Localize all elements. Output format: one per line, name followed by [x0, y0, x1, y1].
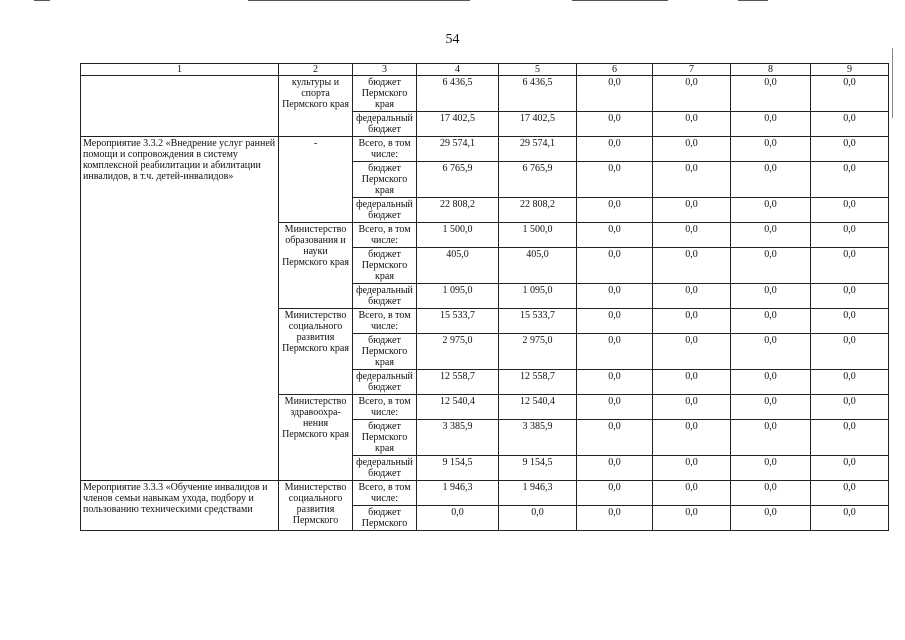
column-header: 9 — [811, 64, 889, 76]
table-row — [81, 137, 889, 162]
table-row — [81, 76, 889, 112]
value-cell: 12 540,4 — [499, 395, 577, 420]
value-cell: 0,0 — [577, 284, 653, 309]
measure-cell: Мероприятие 3.3.2 «Внедрение услуг ранней помощи и сопровождения в систему комплексной реабилитации и абилитации инвалидов, в т.ч. детей-инвалидов» — [81, 137, 279, 481]
scan-edge-line — [248, 0, 470, 1]
funding-source-cell: бюджет Пермского края — [353, 76, 417, 112]
value-cell: 0,0 — [811, 112, 889, 137]
value-cell: 22 808,2 — [417, 198, 499, 223]
value-cell: 0,0 — [811, 334, 889, 370]
executor-cell: - — [279, 137, 353, 223]
value-cell: 1 946,3 — [417, 481, 499, 506]
value-cell: 0,0 — [577, 309, 653, 334]
header-row — [81, 64, 889, 76]
value-cell: 0,0 — [731, 506, 811, 531]
value-cell: 0,0 — [577, 481, 653, 506]
value-cell: 0,0 — [731, 481, 811, 506]
value-cell: 12 558,7 — [417, 370, 499, 395]
value-cell: 0,0 — [811, 456, 889, 481]
funding-source-cell: федеральный бюджет — [353, 284, 417, 309]
value-cell: 0,0 — [653, 137, 731, 162]
value-cell: 0,0 — [577, 334, 653, 370]
value-cell: 0,0 — [731, 198, 811, 223]
value-cell: 2 975,0 — [499, 334, 577, 370]
funding-source-cell: Всего, в том числе: — [353, 481, 417, 506]
value-cell: 0,0 — [811, 481, 889, 506]
table-row — [81, 481, 889, 506]
value-cell: 1 946,3 — [499, 481, 577, 506]
column-header: 3 — [353, 64, 417, 76]
value-cell: 0,0 — [731, 395, 811, 420]
column-header: 1 — [81, 64, 279, 76]
value-cell: 3 385,9 — [417, 420, 499, 456]
funding-source-cell: бюджет Пермского — [353, 506, 417, 531]
funding-source-cell: бюджет Пермского края — [353, 162, 417, 198]
value-cell: 0,0 — [811, 162, 889, 198]
value-cell: 29 574,1 — [499, 137, 577, 162]
value-cell: 1 095,0 — [499, 284, 577, 309]
funding-source-cell: федеральный бюджет — [353, 112, 417, 137]
value-cell: 0,0 — [731, 370, 811, 395]
value-cell: 0,0 — [811, 309, 889, 334]
measure-cell — [81, 76, 279, 137]
page-number: 54 — [445, 32, 460, 47]
value-cell: 0,0 — [653, 370, 731, 395]
column-header: 8 — [731, 64, 811, 76]
value-cell: 15 533,7 — [499, 309, 577, 334]
value-cell: 17 402,5 — [417, 112, 499, 137]
value-cell: 405,0 — [499, 248, 577, 284]
value-cell: 1 500,0 — [417, 223, 499, 248]
value-cell: 0,0 — [731, 456, 811, 481]
value-cell: 0,0 — [417, 506, 499, 531]
value-cell: 0,0 — [577, 162, 653, 198]
funding-source-cell: федеральный бюджет — [353, 198, 417, 223]
value-cell: 0,0 — [731, 223, 811, 248]
value-cell: 0,0 — [653, 309, 731, 334]
value-cell: 0,0 — [731, 162, 811, 198]
executor-cell: Министерство социального развития Пермского края — [279, 309, 353, 395]
column-header: 4 — [417, 64, 499, 76]
value-cell: 1 095,0 — [417, 284, 499, 309]
value-cell: 0,0 — [653, 112, 731, 137]
value-cell: 0,0 — [731, 284, 811, 309]
value-cell: 6 436,5 — [417, 76, 499, 112]
value-cell: 12 558,7 — [499, 370, 577, 395]
value-cell: 0,0 — [811, 248, 889, 284]
value-cell: 0,0 — [653, 506, 731, 531]
value-cell: 0,0 — [577, 456, 653, 481]
value-cell: 12 540,4 — [417, 395, 499, 420]
value-cell: 0,0 — [731, 309, 811, 334]
value-cell: 0,0 — [653, 334, 731, 370]
value-cell: 15 533,7 — [417, 309, 499, 334]
value-cell: 0,0 — [653, 223, 731, 248]
value-cell: 0,0 — [731, 248, 811, 284]
value-cell: 0,0 — [577, 137, 653, 162]
scan-edge-mark — [892, 48, 893, 118]
value-cell: 0,0 — [811, 370, 889, 395]
value-cell: 0,0 — [653, 198, 731, 223]
funding-source-cell: Всего, в том числе: — [353, 137, 417, 162]
value-cell: 0,0 — [499, 506, 577, 531]
budget-table — [80, 63, 889, 531]
value-cell: 0,0 — [731, 334, 811, 370]
value-cell: 0,0 — [577, 248, 653, 284]
value-cell: 3 385,9 — [499, 420, 577, 456]
value-cell: 0,0 — [577, 223, 653, 248]
value-cell: 0,0 — [731, 137, 811, 162]
value-cell: 0,0 — [731, 76, 811, 112]
value-cell: 0,0 — [811, 137, 889, 162]
value-cell: 6 765,9 — [417, 162, 499, 198]
column-header: 6 — [577, 64, 653, 76]
funding-source-cell: бюджет Пермского края — [353, 334, 417, 370]
column-header: 2 — [279, 64, 353, 76]
value-cell: 17 402,5 — [499, 112, 577, 137]
value-cell: 0,0 — [811, 198, 889, 223]
value-cell: 405,0 — [417, 248, 499, 284]
value-cell: 0,0 — [577, 76, 653, 112]
funding-source-cell: Всего, в том числе: — [353, 223, 417, 248]
value-cell: 0,0 — [653, 76, 731, 112]
value-cell: 0,0 — [811, 223, 889, 248]
value-cell: 6 436,5 — [499, 76, 577, 112]
value-cell: 0,0 — [653, 162, 731, 198]
value-cell: 0,0 — [653, 420, 731, 456]
funding-source-cell: бюджет Пермского края — [353, 420, 417, 456]
value-cell: 29 574,1 — [417, 137, 499, 162]
value-cell: 0,0 — [577, 395, 653, 420]
value-cell: 0,0 — [577, 198, 653, 223]
funding-source-cell: Всего, в том числе: — [353, 309, 417, 334]
value-cell: 0,0 — [811, 76, 889, 112]
executor-cell: Министерство социального развития Пермского — [279, 481, 353, 531]
value-cell: 0,0 — [653, 284, 731, 309]
value-cell: 0,0 — [577, 112, 653, 137]
value-cell: 0,0 — [811, 395, 889, 420]
value-cell: 6 765,9 — [499, 162, 577, 198]
value-cell: 2 975,0 — [417, 334, 499, 370]
executor-cell: культуры и спорта Пермского края — [279, 76, 353, 137]
column-header: 7 — [653, 64, 731, 76]
table-body — [81, 64, 889, 531]
value-cell: 0,0 — [653, 248, 731, 284]
executor-cell: Министерство образования и науки Пермского края — [279, 223, 353, 309]
value-cell: 0,0 — [653, 481, 731, 506]
funding-source-cell: федеральный бюджет — [353, 456, 417, 481]
value-cell: 0,0 — [811, 420, 889, 456]
value-cell: 0,0 — [577, 370, 653, 395]
scan-edge-line — [738, 0, 768, 1]
value-cell: 9 154,5 — [417, 456, 499, 481]
scan-edge-line — [572, 0, 668, 1]
scan-edge-line — [34, 0, 50, 1]
funding-source-cell: федеральный бюджет — [353, 370, 417, 395]
value-cell: 0,0 — [653, 456, 731, 481]
value-cell: 0,0 — [577, 420, 653, 456]
value-cell: 0,0 — [653, 395, 731, 420]
column-header: 5 — [499, 64, 577, 76]
value-cell: 0,0 — [811, 284, 889, 309]
value-cell: 0,0 — [731, 112, 811, 137]
value-cell: 0,0 — [811, 506, 889, 531]
funding-source-cell: Всего, в том числе: — [353, 395, 417, 420]
value-cell: 1 500,0 — [499, 223, 577, 248]
value-cell: 0,0 — [731, 420, 811, 456]
executor-cell: Министерство здравоохра-нения Пермского края — [279, 395, 353, 481]
funding-source-cell: бюджет Пермского края — [353, 248, 417, 284]
value-cell: 9 154,5 — [499, 456, 577, 481]
value-cell: 0,0 — [577, 506, 653, 531]
value-cell: 22 808,2 — [499, 198, 577, 223]
measure-cell: Мероприятие 3.3.3 «Обучение инвалидов и членов семьи навыкам ухода, подбору и пользованию техническими средствами — [81, 481, 279, 531]
